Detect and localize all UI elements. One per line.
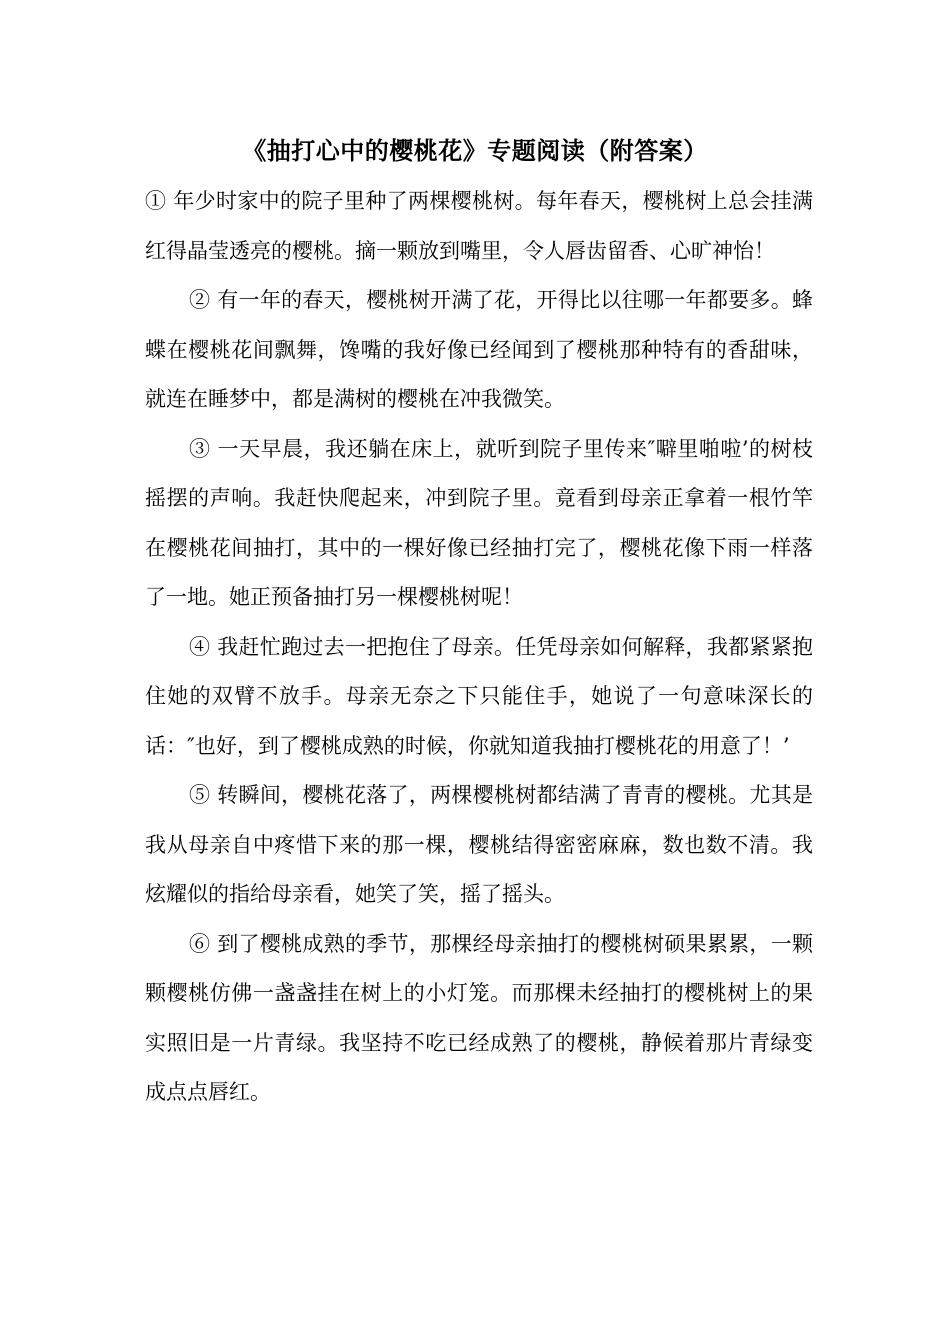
document-body	[145, 177, 813, 1118]
paragraph-2: ② 有一年的春天，樱桃树开满了花，开得比以往哪一年都要多。蜂蝶在樱桃花间飘舞，馋嘴的我好像已经闻到了樱桃那种特有的香甜味，就连在睡梦中，都是满树的樱桃在冲我微笑。	[145, 288, 813, 411]
paragraph-6: ⑥ 到了樱桃成熟的季节，那棵经母亲抽打的樱桃树硕果累累，一颗颗樱桃仿佛一盏盏挂在树上的小灯笼。而那棵未经抽打的樱桃树上的果实照旧是一片青绿。我坚持不吃已经成熟了的樱桃，静候着那片青绿变成点点唇红。	[145, 931, 813, 1104]
paragraph-1: ① 年少时家中的院子里种了两棵樱桃树。每年春天，樱桃树上总会挂满红得晶莹透亮的樱桃。摘一颗放到嘴里，令人唇齿留香、心旷神怡！	[145, 189, 813, 263]
paragraph-3: ③ 一天早晨，我还躺在床上，就听到院子里传来″噼里啪啦’的树枝摇摆的声响。我赶快爬起来，冲到院子里。竟看到母亲正拿着一根竹竿在樱桃花间抽打，其中的一棵好像已经抽打完了，樱桃花像下雨一样落了一地。她正预备抽打另一棵樱桃树呢！	[145, 436, 813, 609]
paragraph-4: ④ 我赶忙跑过去一把抱住了母亲。任凭母亲如何解释，我都紧紧抱住她的双臂不放手。母亲无奈之下只能住手，她说了一句意味深长的话：″也好，到了樱桃成熟的时候，你就知道我抽打樱桃花的用意了！’	[145, 634, 813, 758]
paragraph-5: ⑤ 转瞬间，樱桃花落了，两棵樱桃树都结满了青青的樱桃。尤其是我从母亲自中疼惜下来的那一棵，樱桃结得密密麻麻，数也数不清。我炫耀似的指给母亲看，她笑了笑，摇了摇头。	[145, 783, 813, 906]
document-title: 《抽打心中的樱桃花》专题阅读（附答案）	[242, 136, 708, 165]
